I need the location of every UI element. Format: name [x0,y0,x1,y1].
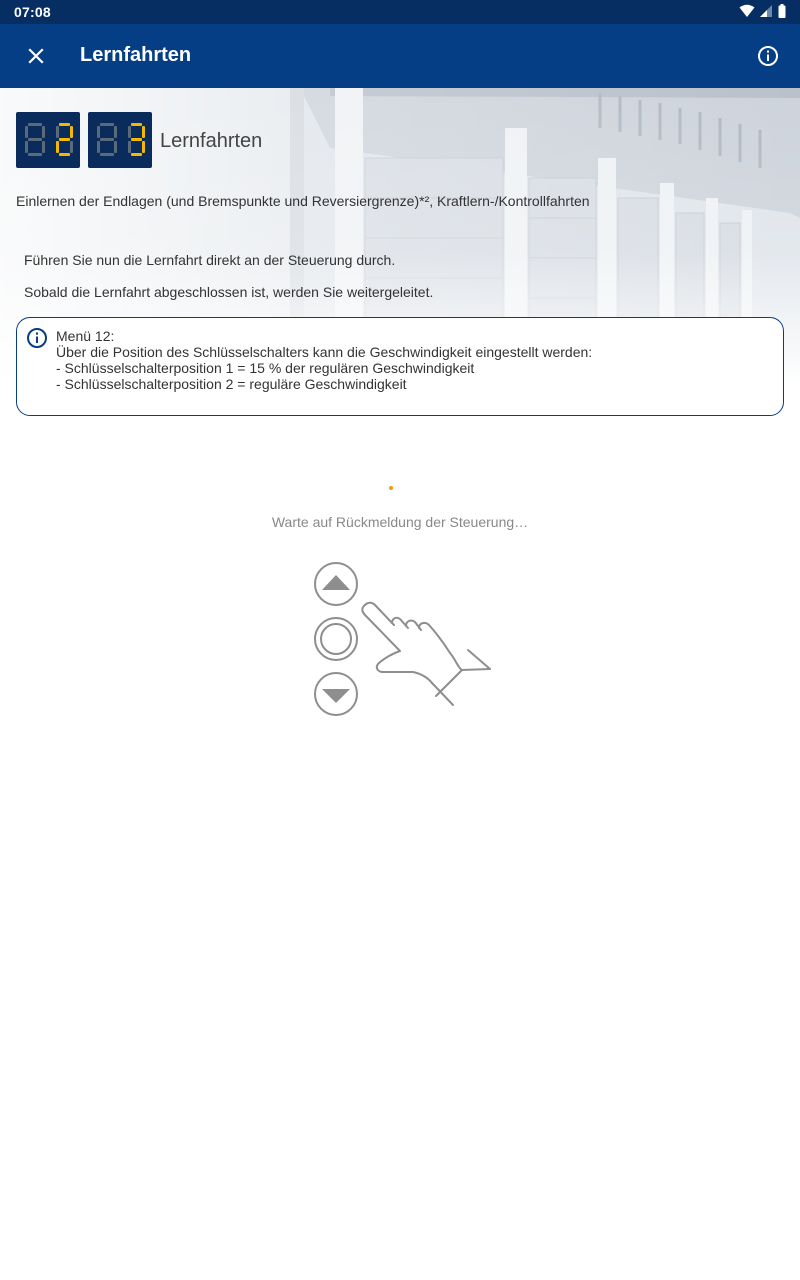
page-title: Lernfahrten [80,44,192,66]
signal-icon [760,4,773,18]
wifi-icon [739,4,755,18]
info-icon [26,327,48,349]
info-card [16,317,784,416]
hand-icon [362,603,490,705]
status-bar [0,0,800,24]
close-icon [28,48,44,64]
app-bar [0,24,800,88]
info-icon [757,45,779,67]
info-card-line: Über die Position des Schlüsselschalters kann die Geschwindigkeit eingestellt werden: [56,344,593,360]
instruction-text: Führen Sie nun die Lernfahrt direkt an der Steuerung durch. [24,252,396,268]
status-icons [739,4,786,18]
info-card-line: Menü 12: [56,328,115,344]
instruction-text: Sobald die Lernfahrt abgeschlossen ist, werden Sie weitergeleitet. [24,284,434,300]
section-title: Lernfahrten [160,130,263,152]
arrow-down-button-icon [315,673,357,715]
description-text: Einlernen der Endlagen (und Bremspunkte und Reversiergrenze)*², Kraftlern-/Kontrollfahrten [16,193,590,209]
controller-hand-illustration [308,558,498,718]
digit-inactive-bg [128,126,131,153]
status-time: 07:08 [14,4,51,20]
loading-spinner [389,486,393,490]
stop-button-icon [315,618,357,660]
info-card-text [56,328,592,392]
info-card-line: - Schlüsselschalterposition 2 = reguläre Geschwindigkeit [56,376,407,392]
segment-display-2 [88,112,152,168]
waiting-text: Warte auf Rückmeldung der Steuerung… [271,514,529,530]
close-button[interactable] [16,36,56,76]
info-button[interactable] [748,36,788,76]
battery-icon [778,4,786,18]
info-card-line: - Schlüsselschalterposition 1 = 15 % der regulären Geschwindigkeit [56,360,475,376]
arrow-up-button-icon [315,563,357,605]
digit-3-active [131,123,145,156]
digit-inactive [25,123,45,156]
digit-inactive [97,123,117,156]
segment-display-1 [16,112,80,168]
